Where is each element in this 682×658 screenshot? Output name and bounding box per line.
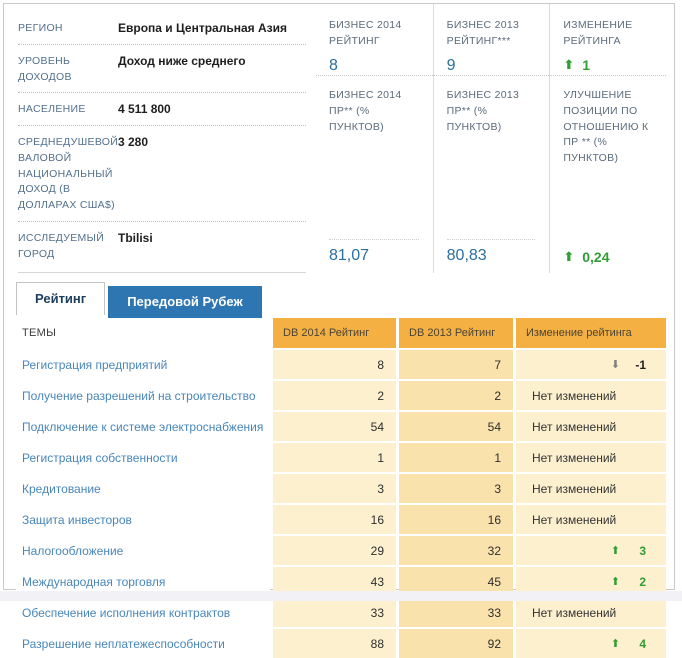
up-arrow-icon: ⬆ — [610, 576, 620, 589]
header-change: Изменение рейтинга — [516, 318, 666, 348]
db2014-rank-cell: 16 — [273, 505, 396, 534]
db2013-rank-cell: 1 — [399, 443, 513, 472]
topic-link[interactable]: Защита инвесторов — [16, 505, 270, 534]
change-number: 4 — [639, 636, 646, 651]
db2014-rank-cell: 33 — [273, 598, 396, 627]
db2014-rank-cell: 2 — [273, 381, 396, 410]
db2013-rank-cell: 33 — [399, 598, 513, 627]
change-cell — [516, 350, 666, 379]
stat-label: ИЗМЕНЕНИЕ РЕЙТИНГА — [563, 19, 633, 47]
report-panel — [3, 3, 675, 651]
table-row — [16, 629, 666, 658]
rank-stats-panel — [316, 4, 666, 273]
table-row — [16, 443, 666, 472]
stat-value-change — [563, 249, 658, 265]
db2013-rank-cell: 92 — [399, 629, 513, 658]
info-value: Tbilisi — [118, 230, 153, 245]
country-info-panel — [18, 12, 306, 273]
db2013-rank-cell: 32 — [399, 536, 513, 565]
info-label: УРОВЕНЬ ДОХОДОВ — [18, 54, 72, 83]
db2013-rank-cell: 3 — [399, 474, 513, 503]
db2013-rank-cell: 7 — [399, 350, 513, 379]
no-change-label: Нет изменений — [532, 512, 617, 527]
stat-card-db2013-dtf — [433, 76, 550, 273]
table-row — [16, 350, 666, 379]
tab-rating[interactable]: Рейтинг — [16, 282, 105, 315]
info-row-city — [18, 222, 306, 274]
header-db2014: DB 2014 Рейтинг — [273, 318, 396, 348]
db2013-rank-cell: 2 — [399, 381, 513, 410]
db2013-rank-cell: 16 — [399, 505, 513, 534]
stat-card-db2014-dtf — [316, 76, 433, 273]
db2014-rank-cell: 3 — [273, 474, 396, 503]
topic-link[interactable]: Регистрация предприятий — [16, 350, 270, 379]
change-cell — [516, 505, 666, 534]
change-number: -1 — [635, 357, 646, 372]
up-arrow-icon: ⬆ — [563, 249, 575, 265]
stat-label: УЛУЧШЕНИЕ ПОЗИЦИИ ПО ОТНОШЕНИЮ К ПР ** (% ПУНКТОВ) — [563, 89, 649, 164]
change-number: 3 — [639, 543, 646, 558]
stat-value: 80,83 — [446, 247, 487, 265]
info-label: ИССЛЕДУЕМЫЙ ГОРОД — [18, 231, 105, 260]
stat-card-dtf-improvement — [549, 76, 666, 273]
info-row-gni — [18, 126, 306, 222]
header-db2013: DB 2013 Рейтинг — [399, 318, 513, 348]
stat-card-db2013-rank — [433, 4, 550, 76]
stat-card-db2014-rank — [316, 4, 433, 76]
topic-link[interactable]: Обеспечение исполнения контрактов — [16, 598, 270, 627]
topic-link[interactable]: Получение разрешений на строительство — [16, 381, 270, 410]
topic-link[interactable]: Подключение к системе электроснабжения — [16, 412, 270, 441]
stat-label: БИЗНЕС 2014 ПР** (% ПУНКТОВ) — [329, 88, 419, 240]
header-topics: ТЕМЫ — [16, 318, 270, 348]
table-row — [16, 412, 666, 441]
table-row — [16, 598, 666, 627]
info-value: 4 511 800 — [118, 102, 171, 117]
db2014-rank-cell: 43 — [273, 567, 396, 596]
topic-link[interactable]: Налогообложение — [16, 536, 270, 565]
stat-change-number: 0,24 — [582, 249, 610, 266]
stat-label: БИЗНЕС 2013 ПР** (% ПУНКТОВ) — [447, 88, 536, 240]
info-label: РЕГИОН — [18, 22, 63, 34]
stat-value-change — [563, 57, 658, 73]
up-arrow-icon: ⬆ — [610, 545, 620, 558]
topics-rank-table — [16, 318, 666, 658]
db2014-rank-cell: 54 — [273, 412, 396, 441]
change-cell — [516, 412, 666, 441]
change-cell — [516, 536, 666, 565]
info-row-region — [18, 12, 306, 45]
db2014-rank-cell: 88 — [273, 629, 396, 658]
table-row — [16, 381, 666, 410]
tab-frontier[interactable]: Передовой Рубеж — [108, 286, 262, 318]
no-change-label: Нет изменений — [532, 450, 617, 465]
no-change-label: Нет изменений — [532, 419, 617, 434]
db2013-rank-cell: 54 — [399, 412, 513, 441]
table-row — [16, 536, 666, 565]
tab-bar — [16, 282, 674, 315]
table-row — [16, 505, 666, 534]
stat-change-number: 1 — [582, 56, 591, 73]
stat-value: 9 — [446, 56, 456, 74]
topic-link[interactable]: Кредитование — [16, 474, 270, 503]
no-change-label: Нет изменений — [532, 481, 617, 496]
info-value: 3 280 — [118, 135, 149, 150]
no-change-label: Нет изменений — [532, 605, 617, 620]
stat-value: 8 — [329, 56, 338, 74]
no-change-label: Нет изменений — [532, 388, 617, 403]
summary-section — [4, 4, 674, 273]
stat-label: БИЗНЕС 2014 РЕЙТИНГ — [329, 19, 402, 47]
table-row — [16, 474, 666, 503]
change-cell — [516, 474, 666, 503]
stat-label: БИЗНЕС 2013 РЕЙТИНГ*** — [446, 19, 520, 47]
up-arrow-icon: ⬆ — [610, 638, 620, 651]
change-number: 2 — [639, 574, 646, 589]
db2013-rank-cell: 45 — [399, 567, 513, 596]
stat-value: 81,07 — [329, 247, 370, 265]
change-cell — [516, 381, 666, 410]
change-cell — [516, 629, 666, 658]
info-value: Европа и Центральная Азия — [118, 21, 287, 35]
db2014-rank-cell: 1 — [273, 443, 396, 472]
info-label: НАСЕЛЕНИЕ — [18, 103, 86, 116]
down-arrow-icon: ⬇ — [610, 359, 620, 372]
info-row-population — [18, 93, 306, 126]
up-arrow-icon: ⬆ — [563, 56, 575, 72]
info-value: Доход ниже среднего — [118, 53, 246, 68]
topic-link[interactable]: Международная торговля — [16, 567, 270, 596]
db2014-rank-cell: 8 — [273, 350, 396, 379]
page-background-strip — [0, 591, 682, 601]
topic-link[interactable]: Разрешение неплатежеспособности — [16, 629, 270, 658]
db2014-rank-cell: 29 — [273, 536, 396, 565]
info-label: СРЕДНЕДУШЕВОЙ ВАЛОВОЙ НАЦИОНАЛЬНЫЙ ДОХОД (В ДОЛЛАРАХ США$) — [18, 136, 119, 212]
change-cell — [516, 598, 666, 627]
info-row-income-level — [18, 45, 306, 94]
stat-card-rank-change — [549, 4, 666, 76]
table-header-row — [16, 318, 666, 348]
topic-link[interactable]: Регистрация собственности — [16, 443, 270, 472]
change-cell — [516, 443, 666, 472]
